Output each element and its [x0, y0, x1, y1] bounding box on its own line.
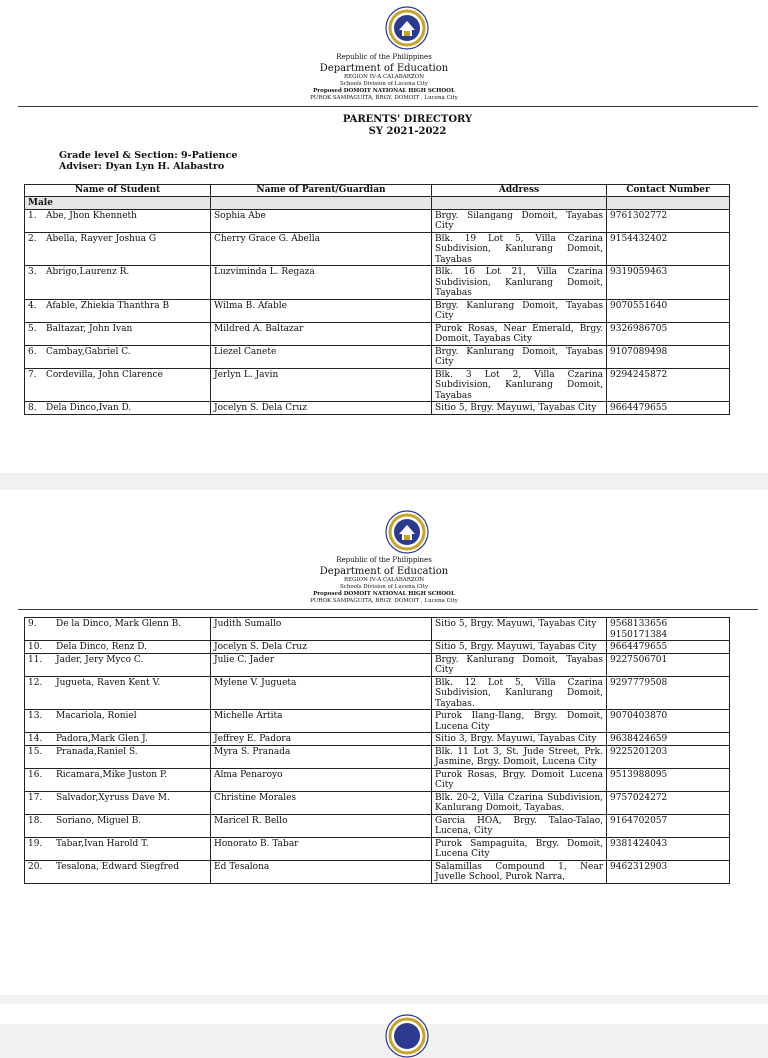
division-line: Schools Division of Lucena City: [339, 584, 429, 590]
address: Sitio 3, Brgy. Mayuwi, Tayabas City: [432, 733, 607, 746]
row-number: 17.: [28, 792, 43, 803]
student-cell: [25, 791, 211, 814]
address: Brgy. Silangang Domoit, Tayabas City: [432, 209, 607, 232]
row-number: 9.: [28, 619, 37, 629]
address: Salamillas Compound 1, Near Juvelle School, Purok Narra,: [432, 860, 607, 883]
department-line: Department of Education: [319, 566, 449, 577]
address: Sitio 5, Brgy. Mayuwi, Tayabas City: [432, 618, 607, 641]
parent-name: Alma Penaroyo: [211, 768, 432, 791]
student-cell: [25, 860, 211, 883]
address: Blk. 11 Lot 3, St. Jude Street, Prk. Jasmine, Brgy. Domoit, Lucena City: [432, 745, 607, 768]
row-number: 4.: [28, 300, 37, 311]
parent-name: Cherry Grace G. Abella: [211, 232, 432, 266]
address: Blk. 20-2, Villa Czarina Subdivision, Kanlurang Domoit, Tayabas.: [432, 791, 607, 814]
student-cell: [25, 266, 211, 300]
parent-name: Christine Morales: [211, 791, 432, 814]
row-number: 6.: [28, 346, 37, 357]
republic-line: Republic of the Philippines: [336, 53, 432, 61]
student-name: Dela Dinco,Ivan D.: [46, 403, 132, 413]
row-number: 5.: [28, 323, 37, 334]
table-row: [25, 299, 730, 322]
address: Purok Rosas, Near Emerald, Brgy. Domoit, Tayabas City: [432, 322, 607, 345]
parent-name: Jeffrey E. Padora: [211, 733, 432, 746]
row-number: 16.: [28, 769, 43, 780]
student-cell: [25, 232, 211, 266]
row-number: 11.: [28, 654, 43, 665]
parent-name: Mylene V. Jugueta: [211, 676, 432, 710]
row-number: 3.: [28, 267, 37, 277]
header-divider: [18, 106, 758, 107]
student-name: Ricamara,Mike Juston P.: [56, 769, 168, 780]
student-cell: [25, 322, 211, 345]
contact-number: 9070403870: [607, 710, 730, 733]
parent-name: Liezel Canete: [211, 345, 432, 368]
table-row: [25, 710, 730, 733]
student-cell: [25, 368, 211, 402]
row-number: 10.: [28, 642, 43, 652]
parent-name: Michelle Artita: [211, 710, 432, 733]
parent-name: Judith Sumallo: [211, 618, 432, 641]
directory-table-page-2: [24, 617, 730, 884]
school-line: Proposed DOMOIT NATIONAL HIGH SCHOOL: [313, 591, 455, 597]
school-address-line: PUROK SAMPAGUITA, BRGY. DOMOIT , Lucena City: [310, 95, 458, 101]
contact-number: 9164702057: [607, 814, 730, 837]
school-address-line: PUROK SAMPAGUITA, BRGY. DOMOIT , Lucena City: [310, 598, 458, 604]
contact-number: 9294245872: [607, 368, 730, 402]
student-cell: [25, 641, 211, 654]
student-cell: [25, 745, 211, 768]
region-line: REGION IV-A CALABARZON: [343, 577, 425, 583]
table-header-row: [25, 185, 730, 197]
table-row: [25, 745, 730, 768]
row-number: 7.: [28, 369, 37, 380]
contact-number: 9664479655: [607, 641, 730, 654]
table-row: [25, 266, 730, 300]
table-row: [25, 232, 730, 266]
row-number: 18.: [28, 815, 43, 826]
row-number: 20.: [28, 861, 43, 872]
address: Blk. 3 Lot 2, Villa Czarina Subdivision, Kanlurang Domoit, Tayabas: [432, 368, 607, 402]
deped-seal-icon: [385, 510, 429, 554]
col-header-address: Address: [432, 185, 607, 197]
table-row: [25, 209, 730, 232]
contact-number: 9107089498: [607, 345, 730, 368]
contact-number: 9297779508: [607, 676, 730, 710]
contact-number: 9227506701: [607, 653, 730, 676]
address: Brgy. Kanlurang Domoit, Tayabas City: [432, 653, 607, 676]
address: Purok Rosas, Brgy. Domoit Lucena City: [432, 768, 607, 791]
header-divider: [18, 609, 758, 610]
school-line: Proposed DOMOIT NATIONAL HIGH SCHOOL: [313, 88, 455, 94]
table-row: [25, 837, 730, 860]
student-name: Pranada,Raniel S.: [56, 746, 138, 757]
address: Blk. 16 Lot 21, Villa Czarina Subdivision, Kanlurang Domoit, Tayabas: [432, 266, 607, 300]
table-row: [25, 791, 730, 814]
address: Brgy. Kanlurang Domoit, Tayabas City: [432, 345, 607, 368]
department-line: Department of Education: [319, 63, 449, 74]
student-cell: [25, 345, 211, 368]
parent-name: Myra S. Pranada: [211, 745, 432, 768]
address: Garcia HOA, Brgy. Talao-Talao, Lucena, City: [432, 814, 607, 837]
table-row: [25, 345, 730, 368]
parent-name: Honorato B. Tabar: [211, 837, 432, 860]
student-name: Jader, Jery Myco C.: [56, 654, 144, 665]
section-row-male: [25, 197, 730, 210]
section-label: Male: [25, 197, 211, 210]
parent-name: Julie C. Jader: [211, 653, 432, 676]
contact-number: 9326986705: [607, 322, 730, 345]
address: Sitio 5, Brgy. Mayuwi, Tayabas City: [432, 641, 607, 654]
col-header-student: Name of Student: [25, 185, 211, 197]
address: Brgy. Kanlurang Domoit, Tayabas City: [432, 299, 607, 322]
directory-table-page-1: [24, 184, 730, 415]
address: Purok Sampaguita, Brgy. Domoit, Lucena City: [432, 837, 607, 860]
table-row: [25, 402, 730, 415]
student-name: Abella, Rayver Joshua G: [46, 233, 157, 244]
student-name: Cambay,Gabriel C.: [46, 346, 131, 357]
page-3: [0, 1004, 768, 1024]
student-name: Salvador,Xyruss Dave M.: [56, 792, 170, 803]
student-name: Tabar,Ivan Harold T.: [56, 838, 149, 849]
contact-number: 9225201203: [607, 745, 730, 768]
contact-number: 9568133656 9150171384: [607, 618, 730, 641]
contact-number: 9513988095: [607, 768, 730, 791]
deped-seal-icon: [385, 1014, 429, 1058]
student-cell: [25, 676, 211, 710]
table-row: [25, 653, 730, 676]
table-row: [25, 733, 730, 746]
col-header-parent: Name of Parent/Guardian: [211, 185, 432, 197]
student-cell: [25, 814, 211, 837]
row-number: 19.: [28, 838, 43, 849]
row-number: 13.: [28, 711, 43, 721]
republic-line: Republic of the Philippines: [336, 556, 432, 564]
student-cell: [25, 733, 211, 746]
student-name: De la Dinco, Mark Glenn B.: [56, 619, 182, 629]
row-number: 1.: [28, 210, 37, 221]
contact-number: 9638424659: [607, 733, 730, 746]
table-row: [25, 641, 730, 654]
parent-name: Mildred A. Baltazar: [211, 322, 432, 345]
address: Blk. 19 Lot 5, Villa Czarina Subdivision, Kanlurang Domoit, Tayabas: [432, 232, 607, 266]
student-name: Dela Dinco, Renz D.: [56, 642, 147, 652]
deped-seal-icon: [385, 6, 429, 50]
student-name: Baltazar, John Ivan: [46, 323, 133, 334]
parent-name: Ed Tesalona: [211, 860, 432, 883]
parent-name: Jocelyn S. Dela Cruz: [211, 402, 432, 415]
student-name: Tesalona, Edward Siegfred: [56, 861, 179, 872]
parent-name: Sophia Abe: [211, 209, 432, 232]
student-cell: [25, 768, 211, 791]
contact-number: 9761302772: [607, 209, 730, 232]
division-line: Schools Division of Lucena City: [339, 81, 429, 87]
contact-number: 9070551640: [607, 299, 730, 322]
row-number: 2.: [28, 233, 37, 244]
parent-name: Jerlyn L. Javin: [211, 368, 432, 402]
region-line: REGION IV-A CALABARZON: [343, 74, 425, 80]
table-row: [25, 368, 730, 402]
table-row: [25, 618, 730, 641]
student-cell: [25, 653, 211, 676]
student-name: Abe, Jhon Khenneth: [46, 210, 137, 221]
student-cell: [25, 710, 211, 733]
address: Sitio 5, Brgy. Mayuwi, Tayabas City: [432, 402, 607, 415]
student-name: Jugueta, Raven Kent V.: [56, 677, 161, 688]
table-row: [25, 676, 730, 710]
contact-number: 9757024272: [607, 791, 730, 814]
adviser: Adviser: Dyan Lyn H. Alabastro: [59, 161, 225, 172]
student-cell: [25, 837, 211, 860]
contact-number: 9462312903: [607, 860, 730, 883]
row-number: 14.: [28, 734, 43, 744]
student-name: Macariola, Roniel: [56, 711, 137, 721]
student-cell: [25, 209, 211, 232]
student-cell: [25, 299, 211, 322]
table-row: [25, 860, 730, 883]
contact-number: 9319059463: [607, 266, 730, 300]
parent-name: Luzviminda L. Regaza: [211, 266, 432, 300]
col-header-contact: Contact Number: [607, 185, 730, 197]
table-row: [25, 814, 730, 837]
student-cell: [25, 402, 211, 415]
parent-name: Maricel R. Bello: [211, 814, 432, 837]
row-number: 15.: [28, 746, 43, 757]
student-cell: [25, 618, 211, 641]
contact-number: 9154432402: [607, 232, 730, 266]
row-number: 12.: [28, 677, 43, 688]
address: Purok Ilang-Ilang, Brgy. Domoit, Lucena City: [432, 710, 607, 733]
student-name: Cordevilla, John Clarence: [46, 369, 163, 380]
parent-name: Jocelyn S. Dela Cruz: [211, 641, 432, 654]
table-row: [25, 768, 730, 791]
table-row: [25, 322, 730, 345]
document-title: PARENTS' DIRECTORY: [342, 114, 473, 125]
student-name: Padora,Mark Glen J.: [56, 734, 148, 744]
student-name: Afable, Zhiekia Thanthra B: [46, 300, 170, 311]
school-year: SY 2021-2022: [368, 126, 447, 137]
student-name: Soriano, Miguel B.: [56, 815, 142, 826]
parent-name: Wilma B. Afable: [211, 299, 432, 322]
contact-number: 9664479655: [607, 402, 730, 415]
row-number: 8.: [28, 403, 37, 413]
student-name: Abrigo,Laurenz R.: [46, 267, 130, 277]
contact-number: 9381424043: [607, 837, 730, 860]
address: Blk. 12 Lot 5, Villa Czarina Subdivision, Kanlurang Domoit, Tayabas.: [432, 676, 607, 710]
grade-section: Grade level & Section: 9-Patience: [59, 150, 238, 161]
